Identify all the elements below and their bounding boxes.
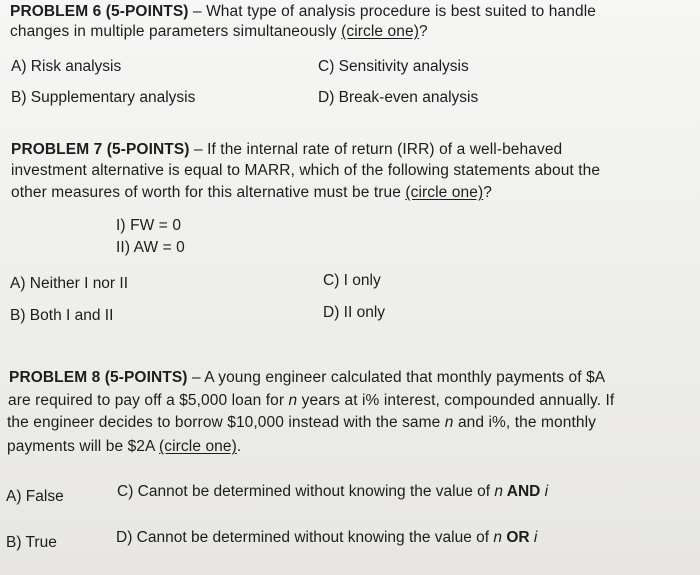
problem-6-line-1: [10, 3, 596, 21]
problem-7-question-mark: ?: [483, 184, 492, 201]
problem-8-choice-c-text: C) Cannot be determined without knowing the value of: [117, 483, 495, 500]
problem-8-line-4: [7, 438, 241, 456]
problem-8-heading: PROBLEM 8 (5-POINTS): [9, 369, 188, 386]
problem-8-line-3: [7, 414, 596, 432]
problem-7-statement-2: II) AW = 0: [116, 239, 185, 256]
problem-6-circle-one: (circle one): [341, 23, 419, 40]
problem-8-question-part-2a: are required to pay off a $5,000 loan for: [8, 392, 289, 409]
problem-8-choice-c-n: n: [494, 483, 504, 500]
problem-7-choice-b[interactable]: B) Both I and II: [10, 307, 114, 324]
problem-8-choice-d-i: i: [533, 529, 538, 546]
problem-8-choice-d-or: OR: [502, 529, 534, 546]
problem-6-heading: PROBLEM 6 (5-POINTS): [10, 3, 189, 20]
problem-6-question-mark: ?: [419, 23, 428, 40]
problem-6-choice-d[interactable]: D) Break-even analysis: [318, 89, 479, 106]
problem-8-period: .: [236, 438, 242, 455]
problem-8-choice-c[interactable]: [117, 483, 548, 501]
problem-6-question-part-1: – What type of analysis procedure is best suited to handle: [188, 3, 596, 20]
problem-8-circle-one: (circle one): [159, 438, 237, 455]
problem-7-question-part-1: – If the internal rate of return (IRR) of a well-behaved: [189, 141, 563, 158]
problem-7-choice-d[interactable]: D) II only: [323, 304, 386, 321]
problem-7-choice-a[interactable]: A) Neither I nor II: [10, 275, 129, 292]
problem-8-question-part-1: – A young engineer calculated that monthly payments of $A: [187, 369, 606, 386]
problem-8-question-part-2b: years at i% interest, compounded annually. If: [297, 392, 615, 409]
problem-6-question-part-2: changes in multiple parameters simultaneously: [10, 23, 342, 40]
problem-8-variable-n-2: n: [444, 414, 454, 431]
problem-6-choice-b[interactable]: B) Supplementary analysis: [11, 89, 196, 106]
problem-8-choice-b[interactable]: B) True: [6, 534, 57, 551]
problem-8-variable-n: n: [288, 392, 298, 409]
problem-7-statement-1: I) FW = 0: [116, 217, 182, 234]
problem-8-choice-d[interactable]: [116, 529, 537, 547]
problem-6-choice-c[interactable]: C) Sensitivity analysis: [318, 58, 469, 75]
problem-7-line-3: [11, 184, 492, 202]
problem-8-choice-c-i: i: [544, 483, 549, 500]
problem-8-choice-d-text: D) Cannot be determined without knowing the value of: [116, 529, 494, 546]
problem-6-choice-a[interactable]: A) Risk analysis: [11, 58, 122, 75]
problem-7-question-part-3: other measures of worth for this alternative must be true: [11, 184, 406, 201]
problem-6-line-2: [10, 23, 428, 41]
problem-8-choice-c-and: AND: [503, 483, 545, 500]
problem-8-choice-d-n: n: [493, 529, 503, 546]
problem-7-circle-one: (circle one): [405, 184, 484, 201]
problem-8-line-2: [8, 392, 614, 410]
problem-7-line-1: [11, 141, 562, 159]
problem-7-heading: PROBLEM 7 (5-POINTS): [11, 141, 190, 158]
problem-7-line-2: investment alternative is equal to MARR, which of the following statements about the: [11, 162, 601, 179]
problem-7-choice-c[interactable]: C) I only: [323, 272, 381, 289]
problem-8-question-part-3a: the engineer decides to borrow $10,000 instead with the same: [7, 414, 445, 431]
problem-8-question-part-4: payments will be $2A: [7, 438, 160, 455]
problem-8-question-part-3b: and i%, the monthly: [453, 414, 596, 431]
problem-8-line-1: [9, 369, 605, 387]
problem-8-choice-a[interactable]: A) False: [6, 488, 64, 505]
